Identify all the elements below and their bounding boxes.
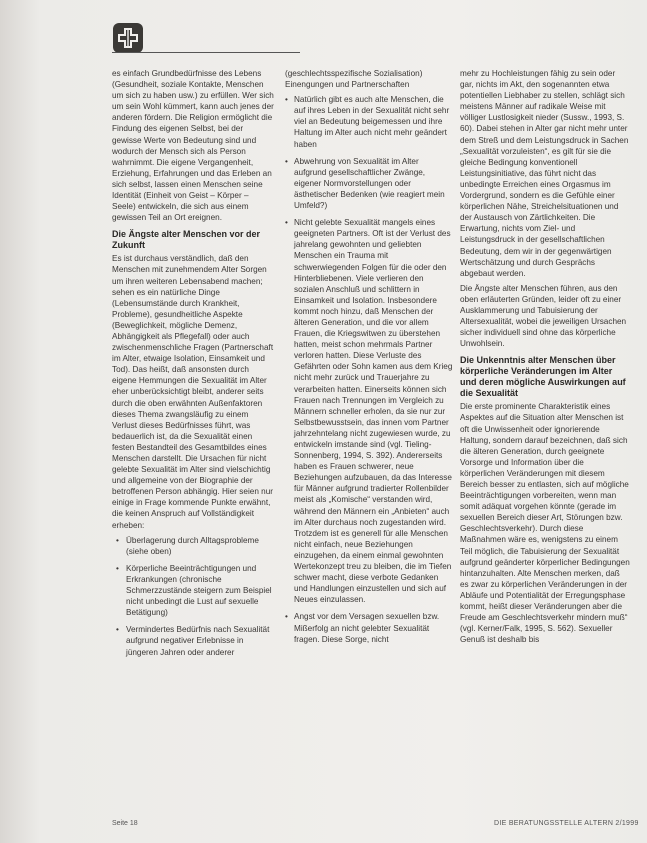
list-item: • Überlagerung durch Alltagsprobleme (siehe oben): [116, 535, 274, 557]
list-item: • Abwehrung von Sexualität im Alter aufgrund gesellschaftlicher Zwänge, eigener Normvorstellungen oder ästhetischer Bedenken (wie reagiert mein Umfeld?): [285, 156, 453, 211]
bullet-list: [285, 94, 453, 645]
section-heading: Die Ängste alter Menschen vor der Zukunft: [112, 229, 261, 251]
paragraph: mehr zu Hochleistungen fähig zu sein oder gar, nichts im Akt, den sogenannten etwa potentiellen Liebhaber zu stellen, schlägt sich meistens Männer auf radikale Weise mit völliger Lustlosigkeit nieder (Sussw., 1993, S. 60). Dabei stehen in Alter gar nicht mehr unter dem Streß und dem Leistungsdruck in Sachen „Sexualität vorzuleisten“, es gilt für sie die gleiche Bedingung konventionell Leistungsinitiative, das führt nicht das unbedingte Erreichen eines Orgasmus im Vordergrund, sondern es die Gefühle einer körperlichen Nähe, Streichelsituationen und der Austausch von Zärtlichkeiten. Die Erwartung, nichts vom Ziel- und Leistungsdruck in der gesellschaftlichen Bedeutung, dem wir in der gegenwärtigen Wertschätzung und durch Gesprächs abgebaut werden.: [460, 69, 629, 278]
paragraph: Die Ängste alter Menschen führen, aus den oben erläuterten Gründen, leider oft zu einer Ausklammerung und Tabuisierung der Altersexualität, wobei die jeweiligen Ursachen sicher individuell sind ohne das körperliche Unwohlsein.: [460, 283, 627, 349]
bullet-list: [112, 535, 274, 658]
paragraph: (geschlechtsspezifische Sozialisation) Einengungen und Partnerschaften: [285, 69, 423, 90]
page-number: Seite 18: [112, 820, 138, 827]
paragraph: es einfach Grundbedürfnisse des Lebens (Gesundheit, soziale Kontakte, Menschen um sich zu haben usw.) zu erfüllen. Wer sich um sein Wohl kümmert, kann auch jenes der anderen fördern. Die Religion ermöglicht die Findung des eigenen Selbst, bei der gewisse Werte von Bedeutung sind und wodurch der Mensch sich als Person wahrnimmt. Die eigene Vergangenheit, Erziehung, Erfahrungen und das Erleben an sich selbst, lassen einen Menschen seine Identität (Einheit von Geist – Körper – Seele) entwickeln, die sich aus einem gewissen Teil an Ort ereignen.: [112, 69, 274, 223]
square-with-cross-logo-icon: [112, 22, 144, 54]
column-left: [112, 68, 274, 664]
column-right: [460, 68, 630, 649]
journal-footer: DIE BERATUNGSSTELLE ALTERN 2/1999: [494, 820, 639, 827]
section-heading: Die Unkenntnis alter Menschen über körperliche Veränderungen im Alter und deren mögliche Auswirkungen auf die Sexualität: [460, 355, 626, 399]
list-item: • Natürlich gibt es auch alte Menschen, die auf ihres Leben in der Sexualität nicht sehr viel an Bedeutung beigemessen und ihre Haltung im Alter auch nicht mehr geändert haben: [285, 94, 453, 149]
paragraph: Die erste prominente Charakteristik eines Aspektes auf die Situation alter Menschen ist oft die Unwissenheit oder ignorierende Haltung, sondern darauf bezeichnen, daß sich die älteren Generation, durch geeignete Vorsorge und Information über die körperlichen Veränderungen mit diesem Bereich besser zu entlasten, sich auf mögliche Beeinträchtigungen vorbereiten, wenn man somit adäquat vorgehen könnte (gerade im sexuellen Bereich dieser Art, Störungen bzw. Geschlechtsverkehr). Durch diese Maßnahmen wäre es, wenigstens zu einem Teil möglich, die Tabuisierung der Sexualität aufgrund geänderter körperlicher Bedingungen hintanzuhalten. Alte Menschen merken, daß es zwar zu körperlichen Veränderungen in der Abläufe und Potentialität der Erregungsphase kommt, heißt dieser Veränderungen aber die Freude am Geschlechtsverkehr mindern muß“ (vgl. Kerner/Falk, 1995, S. 562). Sexueller Genuß ist deshalb bis: [460, 402, 630, 645]
list-item: • Körperliche Beeinträchtigungen und Erkrankungen (chronische Schmerzzustände steigern zum Beispiel nicht unbedingt die Lust auf sexuelle Betätigung): [116, 563, 274, 618]
header-rule: [112, 52, 300, 53]
paragraph: Es ist durchaus verständlich, daß den Menschen mit zunehmendem Alter Sorgen um ihren weiteren Lebensabend machen; sehen es ein natürliche Dinge (Lebensumstände durch Krankheit, Probleme), gesundheitliche Aspekte (Beweglichkeit, mögliche Demenz, Abhängigkeit als Pflegefall) oder auch zwischenmenschliche Fragen (Partnerschaft im Alter, etwaige Isolation, Einsamkeit und Tod). Das heißt, daß ansonsten durch eigene Hemmungen die Sexualität im Alter eher unberücksichtigt bleibt, anderer seits durch die oben erwähnten Außenfaktoren dieses Thema zwangsläufig zu einem Verlust dieses Bedürfnisses führt, was bedauerlich ist, da die Sexualität einen festen Bestandteil des Gesamtbildes eines Menschen darstellt. Die Ursachen für nicht gelebte Sexualität im Alter sind vielschichtig und allgemeine von der Biographie der betroffenen Person abhängig. Hier seien nur einige in Frage kommende Punkte erwähnt, die keinen Anspruch auf Vollständigkeit erheben:: [112, 254, 274, 530]
list-item: • Nicht gelebte Sexualität mangels eines geeigneten Partners. Oft ist der Verlust des jahrelang gewohnten und geliebten Menschen ein Trauma mit schwerwiegenden Folgen für die oder den Hinterbliebenen. Viele verlieren den sozialen Anschluß und schlittern in Einsamkeit und Isolation. Insbesondere kommt noch hinzu, daß Menschen der älteren Generation, und die vor allem Frauen, die Kriegswitwen zu überstehen hatten, meist schon mehrmals Partner verloren hatten. Diese Verluste des Gefährten oder Sohn kamen aus dem Krieg nicht mehr zurück und Trauerjahre zu verarbeiten hatten. Einerseits können sich Frauen nach Trennungen im Vergleich zu Männern schneller erholen, da sie nur zur Selbstbewusstsein, das innen vom Partner jahrzehntelang nicht zugewiesen wurde, zu entwickeln imstande sind (vgl. Tieling-Sonnenberg, 1994, S. 392). Andererseits haben es Frauen schwerer, neue Beziehungen aufzubauen, da das Interesse für Männer aufgrund tradierter Rollenbilder meist als „Komische“ verstanden wird, während den Männern ein „Anbieten“ auch im Alter durchaus noch zugestanden wird. Trotzdem ist es generell für alle Menschen nicht einfach, neue Beziehungen einzugehen, da einem einmal gewohnten Wertekonzept treu zu bleiben, die im Tiefen schwer macht, diese verbote Gedanken und Handlungen einzustellen und sich auf Neues einzulassen.: [285, 217, 453, 605]
list-item: • Angst vor dem Versagen sexuellen bzw. Mißerfolg an nicht gelebter Sexualität fragen. Diese Sorge, nicht: [285, 611, 453, 644]
column-middle: [285, 68, 453, 651]
list-item: • Vermindertes Bedürfnis nach Sexualität aufgrund negativer Erlebnisse in jüngeren Jahren oder anderer: [116, 624, 274, 657]
